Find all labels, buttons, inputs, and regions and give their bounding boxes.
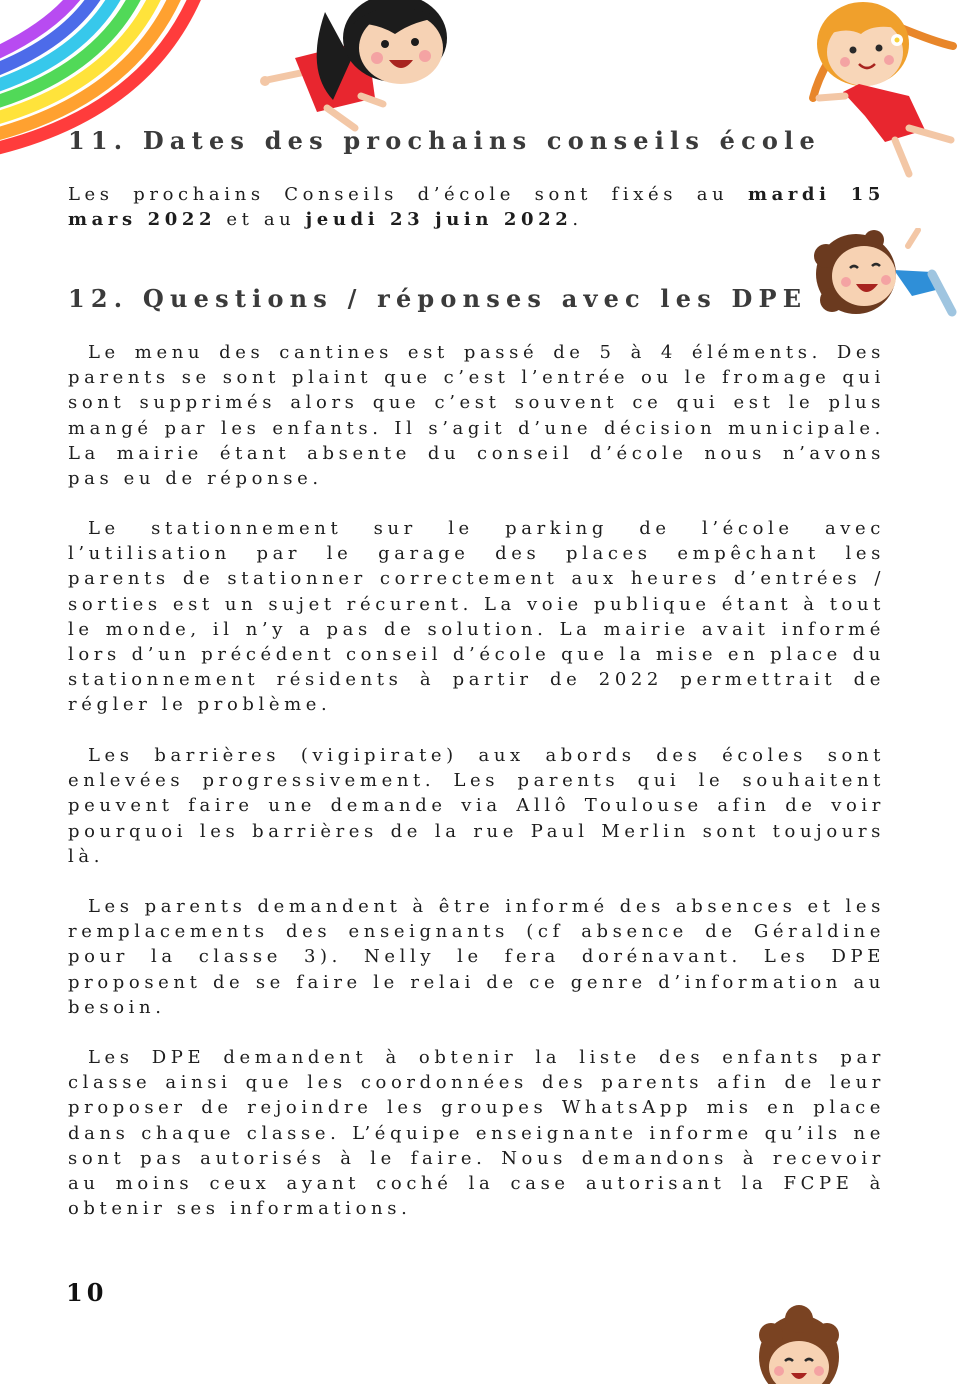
girl-brown-curly-hair-icon [812,228,957,323]
page-number: 10 [66,1278,108,1307]
paragraph-absences: Les parents demandent à être informé des absences et les remplacements des enseignants (cf absence de Géraldine pour la classe 3). Nelly le fera dorénavant. Les DPE proposent de se faire le relai de ce genre d’information au besoin. [68,896,885,1018]
paragraph-cantine-menu: Le menu des cantines est passé de 5 à 4 éléments. Des parents se sont plaint que c’est l’entrée ou le fromage qui sont supprimés alors que c’est souvent ce qui est le plus mangé par les enfants. Il s’agit d’une décision municipale. La mairie étant absente du conseil d’école nous n’avons pas eu de réponse. [68,342,885,490]
section-11-title: 11. Dates des prochains conseils école [68,126,821,155]
section-11-text [68,182,885,232]
boy-brown-hair-icon [755,1305,845,1384]
section-11-text-before: Les prochains Conseils d’école sont fixés au [68,184,748,205]
girl-blonde-icon [805,0,965,180]
conseil-date-1: mardi 15 mars 2022 [68,184,886,231]
paragraph-liste-enfants: Les DPE demandent à obtenir la liste des enfants par classe ainsi que les coordonnées des parents afin de leur proposer de rejoindre les groupes WhatsApp mis en place dans chaque classe. L’équipe enseignante informe qu’ils ne sont pas autorisés à le faire. Nous demandons à recevoir au moins ceux ayant coché la case autorisant la FCPE à obtenir ses informations. [68,1047,885,1220]
section-11-text-middle: et au [216,209,306,231]
conseil-date-2: jeudi 23 juin 2022 [305,209,573,231]
paragraph-parking: Le stationnement sur le parking de l’école avec l’utilisation par le garage des places empêchant les parents de stationner correctement aux heures d’entrées / sorties est un sujet récurent. La voie publique étant à tout le monde, il n’y a pas de solution. La mairie avait informé lors d’un précédent conseil d’école que la mise en place du stationnement résidents à partir de 2022 permettrait de régler le problème. [68,518,885,716]
section-11-text-after: . [572,209,583,231]
girl-black-hair-icon [255,0,455,135]
section-12-title: 12. Questions / réponses avec les DPE [68,284,808,313]
paragraph-barrieres: Les barrières (vigipirate) aux abords des écoles sont enlevées progressivement. Les parents qui le souhaitent peuvent faire une demande via Allô Toulouse afin de voir pourquoi les barrières de la rue Paul Merlin sont toujours là. [68,745,885,867]
